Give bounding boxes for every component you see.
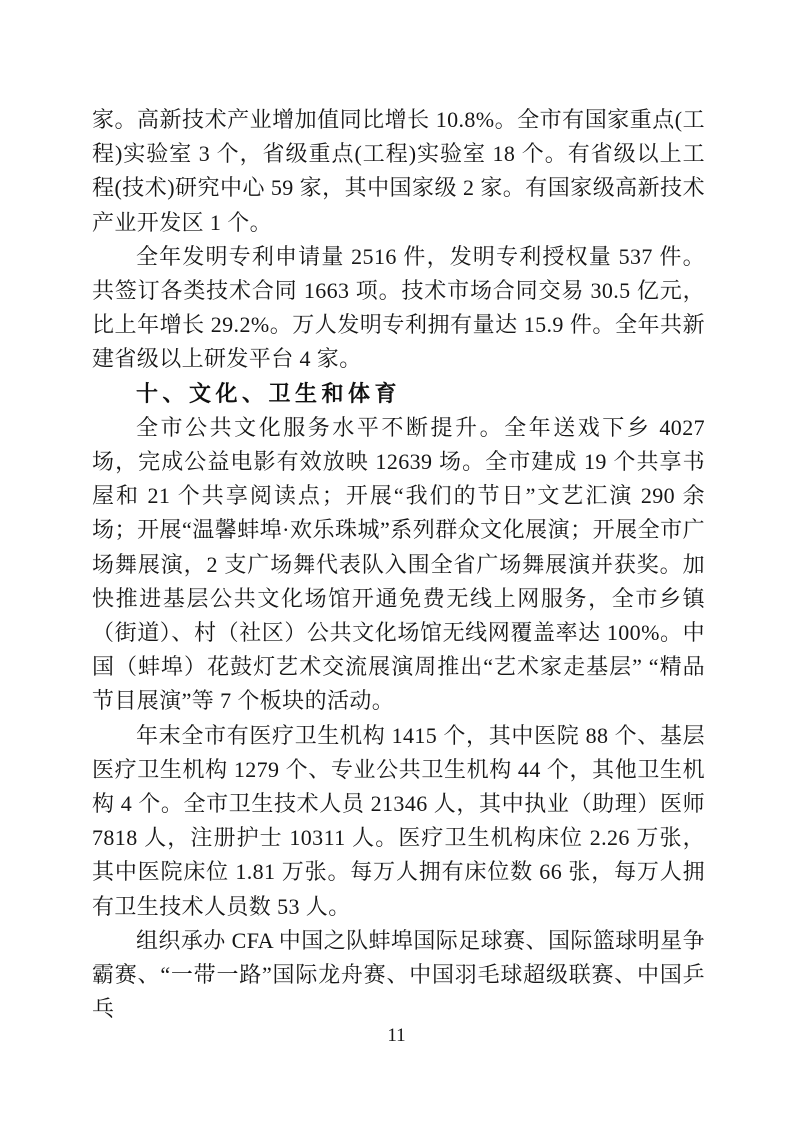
document-body <box>92 103 705 1026</box>
paragraph-public-culture-services: 全市公共文化服务水平不断提升。全年送戏下乡 4027 场，完成公益电影有效放映 12639 场。全市建成 19 个共享书屋和 21 个共享阅读点；开展“我们的节日”文艺汇演 290 余场；开展“温馨蚌埠·欢乐珠城”系列群众文化展演；开展全市广场舞展演，2 支广场舞代表队入围全省广场舞展演并获奖。加快推进基层公共文化场馆开通免费无线上网服务，全市乡镇（街道）、村（社区）公共文化场馆无线网覆盖率达 100%。中国（蚌埠）花鼓灯艺术交流展演周推出“艺术家走基层” “精品节目展演”等 7 个板块的活动。 <box>92 414 705 714</box>
page-number: 11 <box>387 1025 406 1046</box>
paragraph-hightech-continued: 家。高新技术产业增加值同比增长 10.8%。全市有国家重点(工程)实验室 3 个，省级重点(工程)实验室 18 个。有省级以上工程(技术)研究中心 59 家，其中国家级 2 家。有国家级高新技术产业开发区 1 个。 <box>92 107 705 235</box>
paragraph-medical-health-institutions: 年末全市有医疗卫生机构 1415 个，其中医院 88 个、基层医疗卫生机构 1279 个、专业公共卫生机构 44 个，其他卫生机构 4 个。全市卫生技术人员 21346 人，其中执业（助理）医师 7818 人，注册护士 10311 人。医疗卫生机构床位 2.26 万张，其中医院床位 1.81 万张。每万人拥有床位数 66 张，每万人拥有卫生技术人员数 53 人。 <box>92 722 705 919</box>
section-heading-culture-health-sports: 十、文化、卫生和体育 <box>136 380 402 406</box>
paragraph-patents-tech-market: 全年发明专利申请量 2516 件，发明专利授权量 537 件。共签订各类技术合同 1663 项。技术市场合同交易 30.5 亿元，比上年增长 29.2%。万人发明专利拥有量达 15.9 件。全年共新建省级以上研发平台 4 家。 <box>92 243 705 372</box>
paragraph-sports-events: 组织承办 CFA 中国之队蚌埠国际足球赛、国际篮球明星争霸赛、“一带一路”国际龙舟赛、中国羽毛球超级联赛、中国乒乓 <box>92 927 705 1022</box>
